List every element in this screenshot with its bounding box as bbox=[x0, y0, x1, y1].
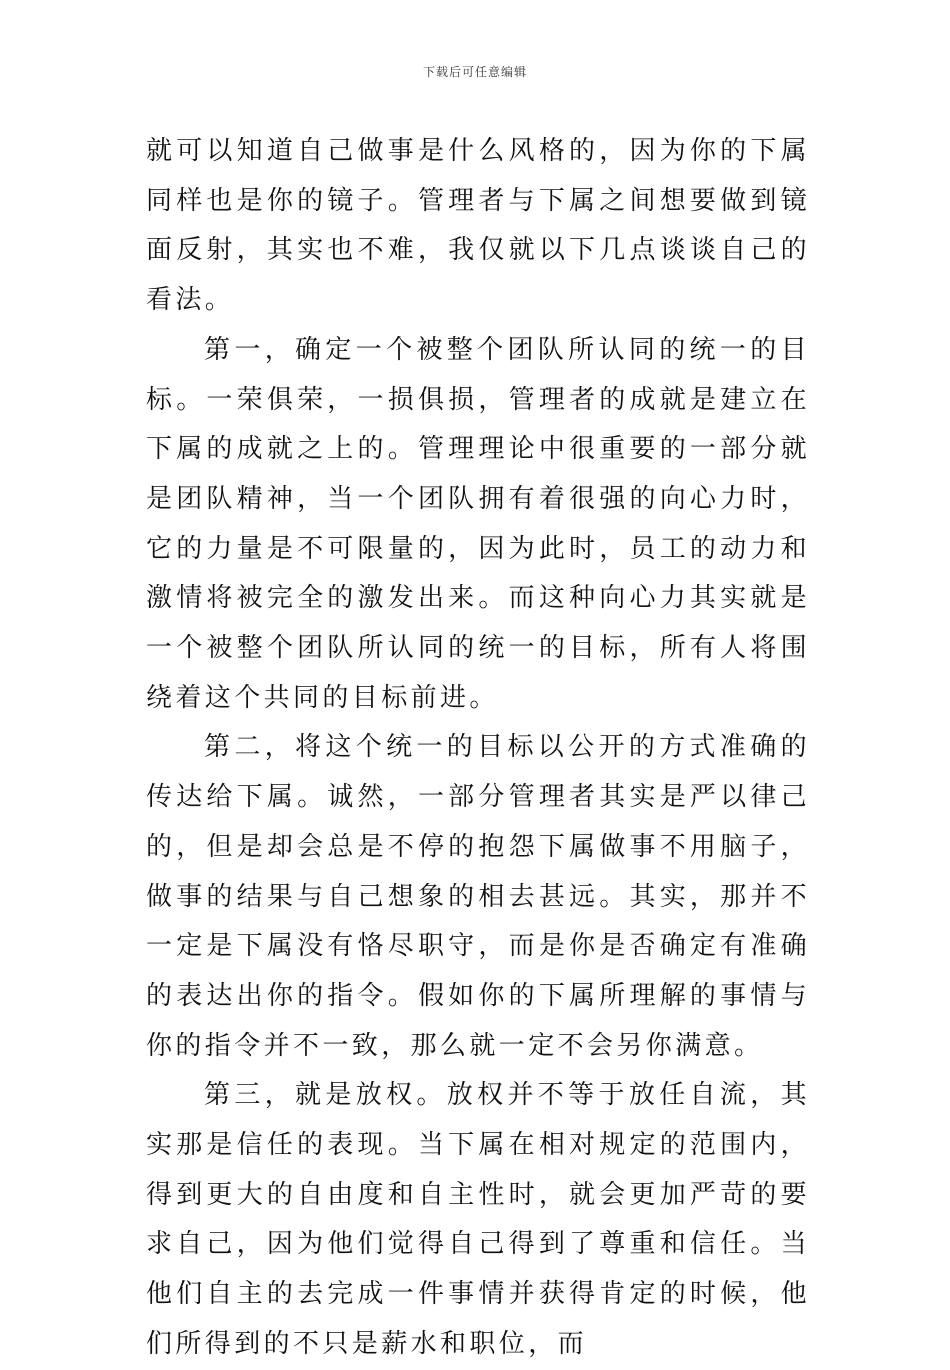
document-body bbox=[146, 127, 810, 1370]
page-header: 下载后可任意编辑 bbox=[422, 65, 527, 79]
paragraph-third-point: 第三，就是放权。放权并不等于放任自流，其实那是信任的表现。当下属在相对规定的范围内，得到更大的自由度和自主性时，就会更加严苛的要求自己，因为他们觉得自己得到了尊重和信任。当他们自主的去完成一件事情并获得肯定的时候，他们所得到的不只是薪水和职位，而 bbox=[146, 1080, 810, 1359]
paragraph-continuation: 就可以知道自己做事是什么风格的，因为你的下属同样也是你的镜子。管理者与下属之间想要做到镜面反射，其实也不难，我仅就以下几点谈谈自己的看法。 bbox=[146, 136, 810, 316]
paragraph-second-point: 第二，将这个统一的目标以公开的方式准确的传达给下属。诚然，一部分管理者其实是严以律己的，但是却会总是不停的抱怨下属做事不用脑子，做事的结果与自己想象的相去甚远。其实，那并不一定是下属没有恪尽职守，而是你是否确定有准确的表达出你的指令。假如你的下属所理解的事情与你的指令并不一致，那么就一定不会另你满意。 bbox=[146, 732, 810, 1061]
paragraph-first-point: 第一，确定一个被整个团队所认同的统一的目标。一荣俱荣，一损俱损，管理者的成就是建立在下属的成就之上的。管理理论中很重要的一部分就是团队精神，当一个团队拥有着很强的向心力时，它的力量是不可限量的，因为此时，员工的动力和激情将被完全的激发出来。而这种向心力其实就是一个被整个团队所认同的统一的目标，所有人将围绕着这个共同的目标前进。 bbox=[146, 334, 810, 713]
